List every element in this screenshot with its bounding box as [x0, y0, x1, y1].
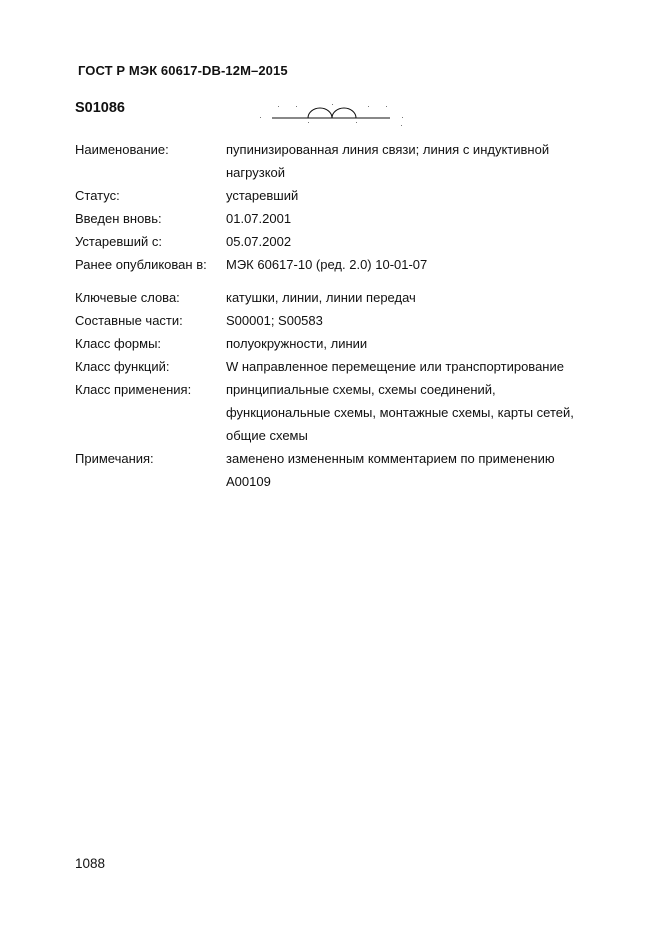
field-label: Статус:: [75, 188, 120, 203]
field-label: Класс функций:: [75, 359, 170, 374]
field-label: Устаревший с:: [75, 234, 162, 249]
field-value: полуокружности, линии: [226, 336, 368, 351]
symbol-code: S01086: [75, 100, 125, 116]
field-value: S00001; S00583: [226, 313, 323, 328]
page-number: 1088: [75, 856, 106, 871]
field-value: заменено измененным комментарием по применению A00109: [226, 451, 555, 489]
field-label: Составные части:: [75, 313, 183, 328]
field-label: Ранее опубликован в:: [75, 257, 207, 272]
field-value: МЭК 60617-10 (ред. 2.0) 10-01-07: [226, 257, 428, 272]
field-label: Ключевые слова:: [75, 290, 180, 305]
document-header: ГОСТ Р МЭК 60617-DB-12M–2015: [78, 63, 288, 78]
field-label: Наименование:: [75, 142, 169, 157]
field-value: принципиальные схемы, схемы соединений, функциональные схемы, монтажные схемы, карты сетей, общие схемы: [226, 382, 574, 443]
field-value: 01.07.2001: [226, 211, 292, 226]
field-label: Класс применения:: [75, 382, 192, 397]
field-value: пупинизированная линия связи; линия с индуктивной нагрузкой: [226, 142, 550, 180]
field-label: Примечания:: [75, 451, 154, 466]
loaded-line-symbol-icon: [256, 100, 406, 130]
field-value: W направленное перемещение или транспортирование: [226, 359, 564, 374]
field-value: устаревший: [226, 188, 299, 203]
field-label: Введен вновь:: [75, 211, 162, 226]
field-value: катушки, линии, линии передач: [226, 290, 416, 305]
field-label: Класс формы:: [75, 336, 162, 351]
field-value: 05.07.2002: [226, 234, 292, 249]
